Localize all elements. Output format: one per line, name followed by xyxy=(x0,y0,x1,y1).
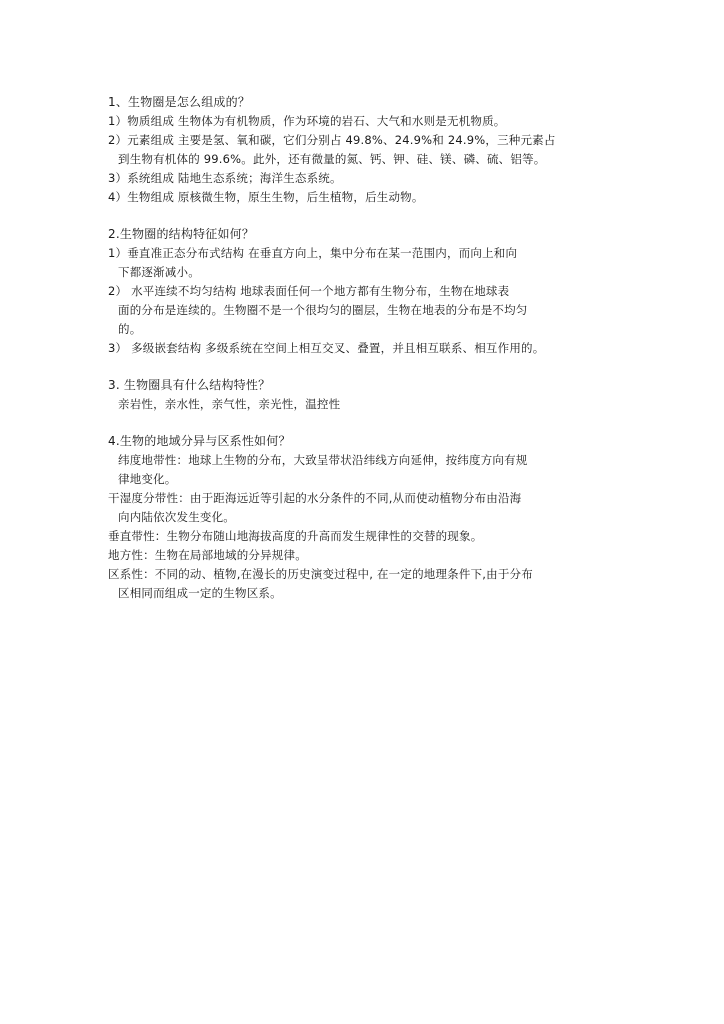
section-heading: 3. 生物圈具有什么结构特性？ xyxy=(108,378,271,392)
section-heading: 4.生物的地域分异与区系性如何？ xyxy=(108,434,291,448)
text-line: 律地变化。 xyxy=(118,472,177,486)
text-line: 3） 多级嵌套结构 多级系统在空间上相互交叉、叠置，并且相互联系、相互作用的。 xyxy=(108,341,545,355)
text-line: 亲岩性，亲水性，亲气性，亲光性，温控性 xyxy=(118,397,341,411)
text-line: 面的分布是连续的。生物圈不是一个很均匀的圈层，生物在地表的分布是不均匀 xyxy=(118,303,528,317)
text-line: 下都逐渐减小。 xyxy=(118,265,200,279)
section-4 xyxy=(108,432,620,603)
document-page xyxy=(108,93,620,621)
text-line: 区系性：不同的动、植物,在漫长的历史演变过程中, 在一定的地理条件下,由于分布 xyxy=(108,567,533,581)
section-heading: 2.生物圈的结构特征如何？ xyxy=(108,227,255,241)
text-line: 4）生物组成 原核微生物，原生生物，后生植物，后生动物。 xyxy=(108,190,424,204)
text-line: 纬度地带性：地球上生物的分布，大致呈带状沿纬线方向延伸，按纬度方向有规 xyxy=(118,453,528,467)
text-line: 的。 xyxy=(118,322,142,336)
section-1 xyxy=(108,93,620,207)
text-line: 2）元素组成 主要是氢、氧和碳，它们分别占 49.8%、24.9%和 24.9%，三种元素占 xyxy=(108,133,556,147)
text-line: 干湿度分带性：由于距海远近等引起的水分条件的不同,从而使动植物分布由沿海 xyxy=(108,491,522,505)
text-line: 区相同而组成一定的生物区系。 xyxy=(118,586,282,600)
text-line: 2） 水平连续不均匀结构 地球表面任何一个地方都有生物分布，生物在地球表 xyxy=(108,284,510,298)
text-line: 到生物有机体的 99.6%。此外，还有微量的氮、钙、钾、硅、镁、磷、硫、铝等。 xyxy=(118,152,546,166)
text-line: 1）垂直准正态分布式结构 在垂直方向上，集中分布在某一范围内，而向上和向 xyxy=(108,246,518,260)
text-line: 地方性：生物在局部地域的分异规律。 xyxy=(108,548,307,562)
section-3 xyxy=(108,376,620,414)
section-heading: 1、生物圈是怎么组成的？ xyxy=(108,95,251,109)
text-line: 向内陆依次发生变化。 xyxy=(118,510,235,524)
text-line: 垂直带性：生物分布随山地海拔高度的升高而发生规律性的交替的现象。 xyxy=(108,529,483,543)
text-line: 3）系统组成 陆地生态系统；海洋生态系统。 xyxy=(108,171,342,185)
text-line: 1）物质组成 生物体为有机物质，作为环境的岩石、大气和水则是无机物质。 xyxy=(108,114,506,128)
section-2 xyxy=(108,225,620,358)
